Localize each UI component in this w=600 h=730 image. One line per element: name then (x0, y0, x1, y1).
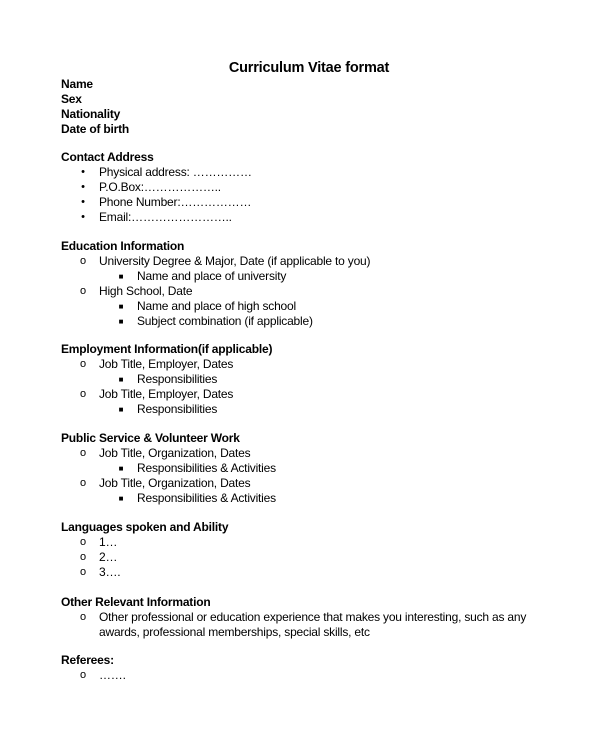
bullet-icon: • (81, 181, 85, 193)
section-heading: Public Service & Volunteer Work (61, 431, 240, 445)
circle-bullet-icon: o (80, 566, 86, 578)
field-sex: Sex (61, 92, 82, 106)
sub-list-item: ■ Name and place of university (61, 269, 581, 284)
list-item: o Job Title, Organization, Dates (61, 446, 581, 461)
square-bullet-icon: ■ (118, 317, 124, 326)
field-name: Name (61, 77, 93, 91)
other-info-section (61, 595, 581, 640)
bullet-icon: • (81, 211, 85, 223)
sub-list-item: ■ Subject combination (if applicable) (61, 314, 581, 329)
list-item: o Job Title, Organization, Dates (61, 476, 581, 491)
bullet-icon: • (81, 166, 85, 178)
public-service-section (61, 431, 581, 506)
sub-list-item: ■ Responsibilities (61, 402, 581, 417)
languages-section (61, 520, 581, 580)
contact-section (61, 150, 581, 225)
square-bullet-icon: ■ (118, 494, 124, 503)
circle-bullet-icon: o (80, 447, 86, 459)
sub-list-item: ■ Responsibilities & Activities (61, 491, 581, 506)
list-item: o High School, Date (61, 284, 581, 299)
circle-bullet-icon: o (80, 255, 86, 267)
circle-bullet-icon: o (80, 611, 86, 623)
square-bullet-icon: ■ (118, 272, 124, 281)
section-heading: Other Relevant Information (61, 595, 211, 609)
page-title: Curriculum Vitae format (228, 60, 390, 76)
list-item: o 1… (61, 535, 581, 550)
circle-bullet-icon: o (80, 551, 86, 563)
sub-list-item: ■ Name and place of high school (61, 299, 581, 314)
list-item: o 2… (61, 550, 581, 565)
sub-list-item: ■ Responsibilities & Activities (61, 461, 581, 476)
education-section (61, 239, 581, 329)
section-heading: Education Information (61, 239, 185, 253)
list-item: o Job Title, Employer, Dates (61, 387, 581, 402)
circle-bullet-icon: o (80, 477, 86, 489)
square-bullet-icon: ■ (118, 405, 124, 414)
square-bullet-icon: ■ (118, 375, 124, 384)
section-heading: Employment Information(if applicable) (61, 342, 273, 356)
personal-details (61, 77, 581, 137)
circle-bullet-icon: o (80, 358, 86, 370)
field-date-of-birth: Date of birth (61, 122, 130, 136)
circle-bullet-icon: o (80, 285, 86, 297)
employment-section (61, 342, 581, 417)
section-heading: Languages spoken and Ability (61, 520, 229, 534)
list-item: o 3…. (61, 565, 581, 580)
list-item: o Other professional or education experience that makes you interesting, such as any awards, professional memberships, special skills, etc (61, 610, 539, 640)
list-item: • Phone Number:……………… (61, 195, 581, 210)
field-nationality: Nationality (61, 107, 121, 121)
circle-bullet-icon: o (80, 388, 86, 400)
sub-list-item: ■ Responsibilities (61, 372, 581, 387)
list-item: • Email:…………………….. (61, 210, 581, 225)
section-heading: Referees: (61, 653, 114, 667)
square-bullet-icon: ■ (118, 464, 124, 473)
referees-section (61, 653, 581, 683)
list-item: o ……. (61, 668, 581, 683)
section-heading: Contact Address (61, 150, 154, 164)
list-item: o University Degree & Major, Date (if applicable to you) (61, 254, 581, 269)
list-item: • Physical address: …………… (61, 165, 581, 180)
circle-bullet-icon: o (80, 669, 86, 681)
list-item: o Job Title, Employer, Dates (61, 357, 581, 372)
list-item: • P.O.Box:……………….. (61, 180, 581, 195)
bullet-icon: • (81, 196, 85, 208)
square-bullet-icon: ■ (118, 302, 124, 311)
circle-bullet-icon: o (80, 536, 86, 548)
